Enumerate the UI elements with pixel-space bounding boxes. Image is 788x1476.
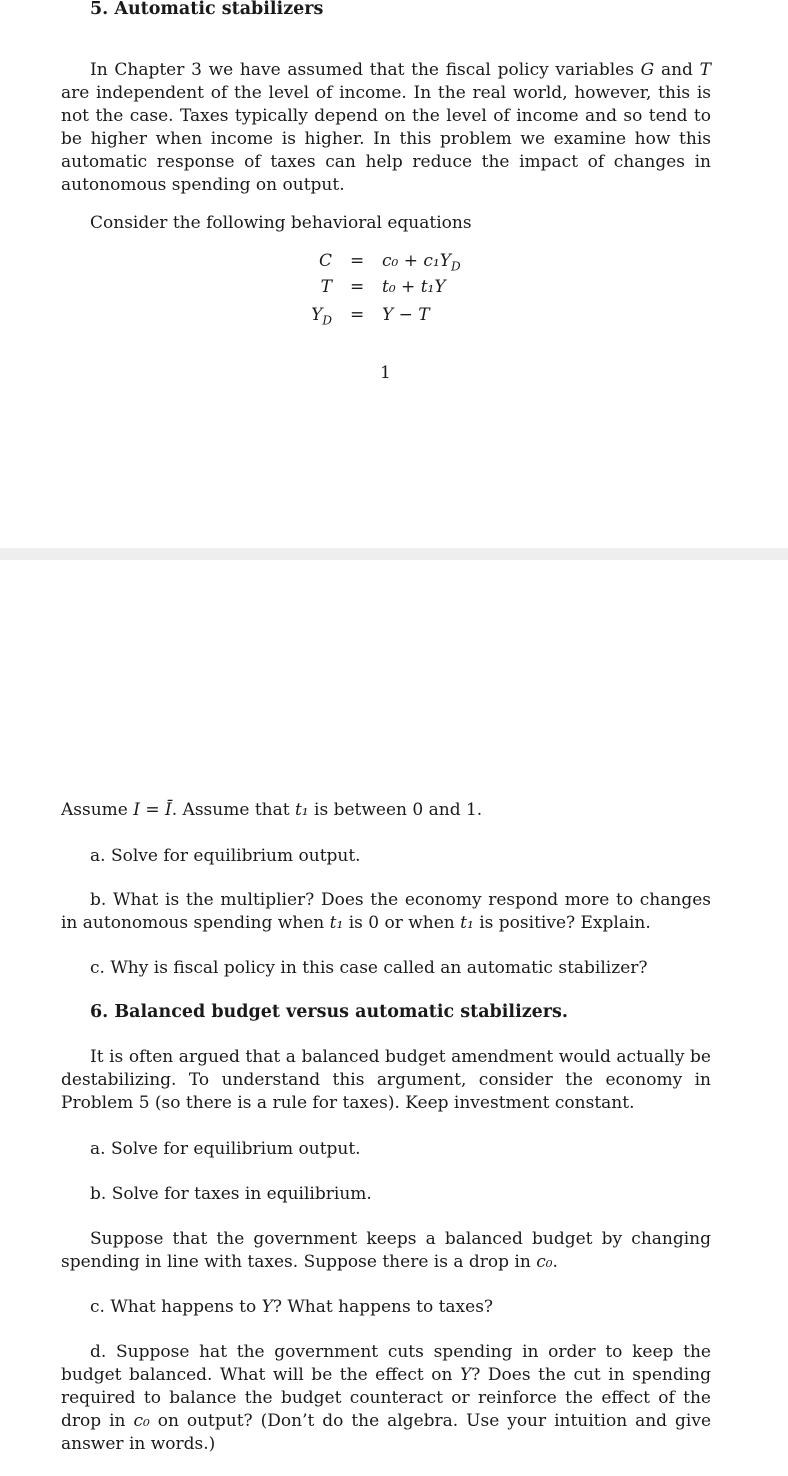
problem-6-question-a: a. Solve for equilibrium output. — [90, 1139, 361, 1159]
page-1: 5. Automatic stabilizers In Chapter 3 we have assumed that the fiscal policy variables G and T are independent of the level of income. In the real world, however, this is not the case. Taxes typically depend on the level of income and so tend to be higher when income is higher. In this problem we examine how this automatic response of taxes can help reduce the impact of changes in autonomous spending on output. Consider the following behavioral equations C = $c_0 + c_1Y_D$ T = t₀ + t₁Y $Y_D$ = Y − T 1 — [0, 0, 788, 548]
problem-5-heading: 5. Automatic stabilizers — [90, 0, 324, 19]
page-separator — [0, 548, 788, 560]
page-number: 1 — [380, 363, 391, 383]
balanced-budget-supposition: Suppose that the government keeps a balanced budget by changing spending in line with taxes. Suppose there is a drop in c₀. — [61, 1229, 711, 1272]
problem-5-intro: In Chapter 3 we have assumed that the fiscal policy variables G and T are independent of the level of income. In the real world, however, this is not the case. Taxes typically depend on the level of income and so tend to be higher when income is higher. In this problem we examine how this automatic response of taxes can help reduce the impact of changes in autonomous spending on output. — [61, 60, 711, 195]
problem-6-intro: It is often argued that a balanced budget amendment would actually be destabilizing. To understand this argument, consider the economy in Problem 5 (so there is a rule for taxes). Keep investment constant. — [61, 1047, 711, 1113]
problem-6-heading: 6. Balanced budget versus automatic stabilizers. — [90, 1002, 568, 1022]
assumption-text: Assume I = Ī. Assume that t₁ is between 0 and 1. — [61, 800, 483, 820]
problem-6-question-c: c. What happens to Y? What happens to taxes? — [90, 1297, 494, 1317]
consider-text: Consider the following behavioral equations — [90, 213, 472, 233]
problem-5-question-c: c. Why is fiscal policy in this case called an automatic stabilizer? — [90, 958, 648, 978]
page-2 — [0, 560, 788, 1476]
problem-6-question-b: b. Solve for taxes in equilibrium. — [90, 1184, 372, 1204]
problem-5-question-a: a. Solve for equilibrium output. — [90, 846, 361, 866]
problem-5-question-b: b. What is the multiplier? Does the economy respond more to changes in autonomous spending when t₁ is 0 or when t₁ is positive? Explain. — [61, 890, 711, 933]
problem-6-question-d: d. Suppose hat the government cuts spending in order to keep the budget balanced. What will be the effect on Y? Does the cut in spending required to balance the budget counteract or reinforce the effect of the drop in c₀ on output? (Don’t do the algebra. Use your intuition and give answer in words.) — [61, 1342, 712, 1454]
